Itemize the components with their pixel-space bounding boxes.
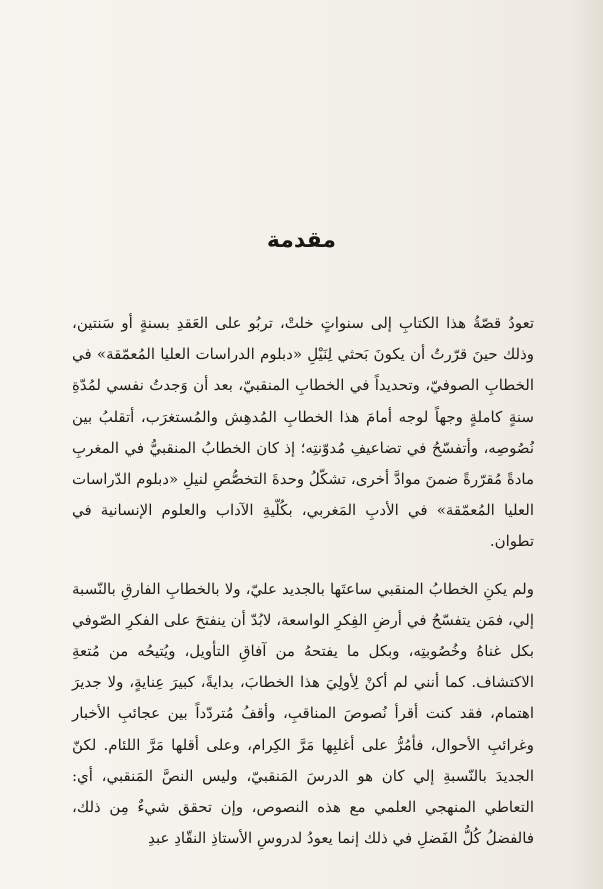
paragraph-1: تعودُ قصّةُ هذا الكتابِ إلى سنواتٍ خلتْ، تربُو على العَقدِ بسنةٍ أو سَنتين، وذلك حينَ قرّرتُ أن يكونَ بَحثي لِنَيْلِ «دبلوم الدراسات العليا المُعمّقة» في الخطابِ الصوفيّ، وتحديداً في الخطابِ المنقبيّ، بعد أن وَجدتُ نفسي لمُدّةِ سنةٍ كاملةٍ وجهاً لوجه أمامَ هذا الخطابِ المُدهِش والمُستغرَب، أتقلبُ بين نُصُوصِه، وأتفسّحُ في تضاعيفِ مُدوّنتِه؛ إذ كان الخطابُ المنقبيُّ في المغربِ مادةً مُقرّرةً ضمنَ موادَّ أخرى، تشكّلُ وحدةَ التخصُّصِ لنيلِ «دبلوم الدّراسات العليا المُعمّقة» في الأدبِ المَغربي، بكُلّيةِ الآداب والعلوم الإنسانية في تطوان. [72,314,534,551]
paragraph-2: ولم يكنِ الخطابُ المنقبي ساعتَها بالجديد عليّ، ولا بالخطابِ الفارقِ بالنّسبة إلي، فمَن يتفسّحُ في أرضِ الفِكرِ الواسعة، لابُدّ أن ينفتحَ على الفكرِ الصّوفي بكل غناهُ وخُصُوبتِه، وبكل ما يفتحهُ من آفاقِ التأويل، ويُتيحُه من مُتعةِ الاكتشاف. كما أنني لم أكنْ لِأولِيَ هذا الخطابَ، بدايةً، كبيرَ عِنايةٍ، ولا جديرَ اهتمام، فقد كنت أقرأ نُصوصَ المناقبِ، وأقفُ مُتردّداً بين عجائبِ الأخبار وغرائبِ الأحوال، فأمُرُّ على أغلبِها مَرَّ الكِرام، وعلى أقلها مَرَّ اللئام. لكنّ الجديدَ بالنّسبةِ إلي كان هو الدرسَ المَنقبيّ، وليس النصَّ المَنقبي، أي: التعاطي المنهجي العلمي مع هذه النصوص، وإن تحقق شيءٌ مِن ذلك، فالفضلُ كُلُّ الفَضلِ في ذلك إنما يعودُ لدروسِ الأستاذِ النقّادِ عبدِ [72,579,535,848]
page-edge-shadow [569,0,603,889]
chapter-title: مقدمة [266,228,337,253]
body-text [72,308,534,854]
